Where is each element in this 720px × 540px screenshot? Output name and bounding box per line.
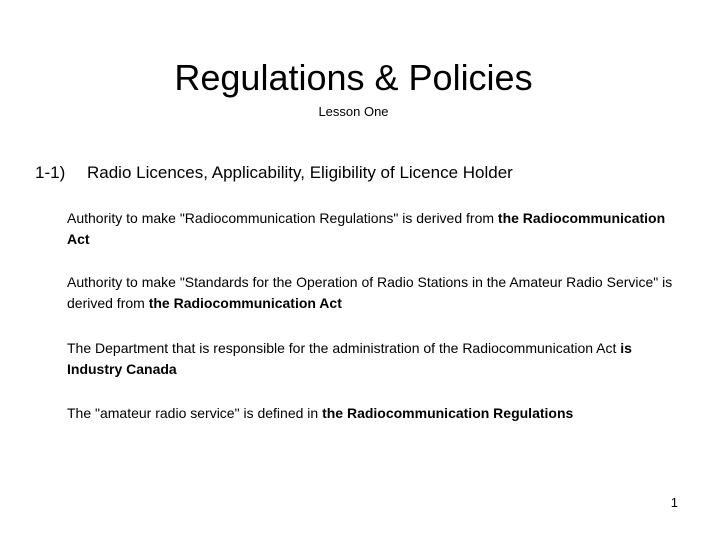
point-2-emphasis: the Radiocommunication Act	[148, 295, 342, 311]
point-2	[67, 272, 687, 314]
point-1-emphasis: the Radiocommunication Act	[67, 210, 666, 247]
point-2-text: Authority to make "Standards for the Operation of Radio Stations in the Amateur Radio Service" is derived from	[67, 274, 673, 311]
slide-subtitle: Lesson One	[318, 104, 389, 119]
point-3	[67, 338, 687, 380]
point-3-text: The Department that is responsible for the administration of the Radiocommunication Act	[67, 340, 621, 356]
section-number: 1-1)	[35, 163, 66, 182]
page-number: 1	[670, 495, 678, 510]
point-4	[67, 403, 687, 424]
point-1	[67, 208, 687, 250]
point-3-emphasis: is Industry Canada	[67, 340, 632, 377]
section-heading-text: Radio Licences, Applicability, Eligibility of Licence Holder	[87, 163, 513, 182]
point-1-text: Authority to make "Radiocommunication Regulations" is derived from	[67, 210, 498, 226]
section-heading	[35, 162, 513, 184]
slide-title: Regulations & Policies	[174, 57, 533, 98]
point-4-emphasis: the Radiocommunication Regulations	[322, 405, 574, 421]
point-4-text: The "amateur radio service" is defined in	[67, 405, 323, 421]
